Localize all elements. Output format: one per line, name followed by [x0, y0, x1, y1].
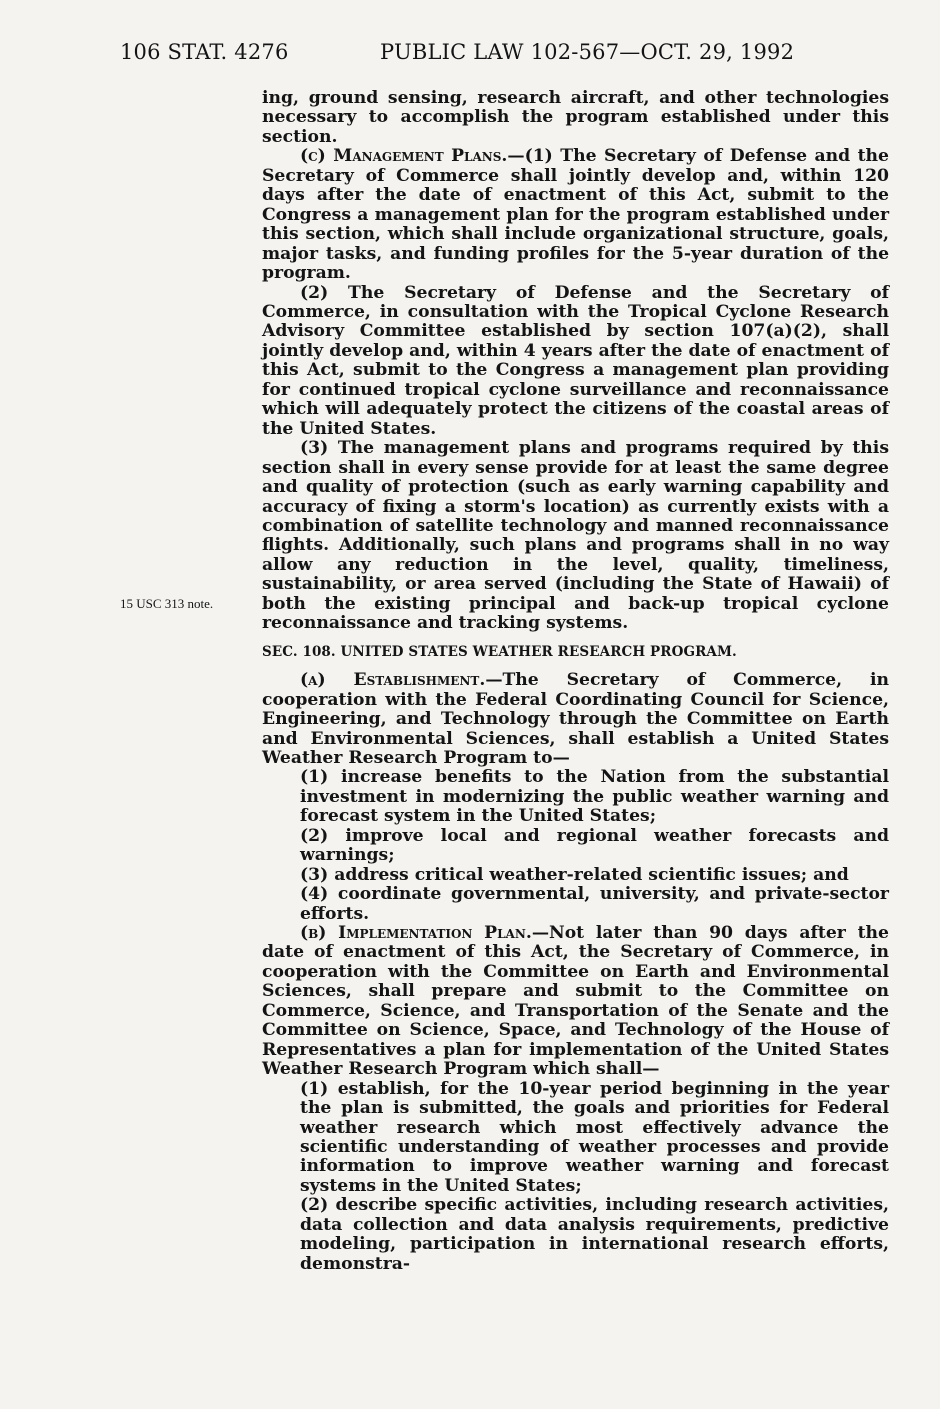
list-item-a1: (1) increase benefits to the Nation from the substantial investment in modernizing the public weather warning and forecast system in the United States; [300, 767, 889, 827]
section-108-heading: SEC. 108. UNITED STATES WEATHER RESEARCH PROGRAM. [262, 643, 737, 660]
law-title: PUBLIC LAW 102-567—OCT. 29, 1992 [380, 40, 795, 64]
paragraph-a-text: —The Secretary of Commerce, in cooperation with the Federal Coordinating Council for Science, Engineering, and Technology through the Committee on Earth and Environmental Sciences, shall establish a United States Weather Research Program to— [262, 670, 889, 768]
list-item-a4: (4) coordinate governmental, university, and private-sector efforts. [300, 884, 889, 924]
page-header [0, 40, 940, 70]
subsection-heading-c: (c) Management Plans. [300, 146, 508, 167]
list-item-b1: (1) establish, for the 10-year period beginning in the year the plan is submitted, the goals and priorities for Federal weather research which most effectively advance the scientific understanding of weather processes and provide information to improve weather warning and forecast systems in the United States; [300, 1078, 889, 1196]
paragraph-a [262, 671, 889, 768]
paragraph-b [262, 924, 889, 1080]
subsection-heading-b: (b) Implementation Plan. [300, 923, 532, 944]
list-item-a2: (2) improve local and regional weather forecasts and warnings; [300, 825, 889, 866]
margin-note: 15 USC 313 note. [120, 596, 214, 611]
paragraph-continuation: ing, ground sensing, research aircraft, and other technologies necessary to accomplish the program established under this section. [262, 88, 889, 147]
stat-page-number: 106 STAT. 4276 [120, 40, 289, 64]
paragraph-c2: (2) The Secretary of Defense and the Secretary of Commerce, in consultation with the Tropical Cyclone Research Advisory Committee established by section 107(a)(2), shall jointly develop and, within 4 years after the date of enactment of this Act, submit to the Congress a management plan providing for continued tropical cyclone surveillance and reconnaissance which will adequately protect the citizens of the coastal areas of the United States. [262, 282, 889, 439]
subsection-heading-a: (a) Establishment. [300, 670, 486, 691]
document-body [262, 89, 889, 1274]
paragraph-c1-text: —(1) The Secretary of Defense and the Secretary of Commerce shall jointly develop and, within 120 days after the date of enactment of this Act, submit to the Congress a management plan for the program established under this section, which shall include organizational structure, goals, major tasks, and funding profiles for the 5-year duration of the program. [262, 146, 889, 284]
list-item-b2: (2) describe specific activities, including research activities, data collection and data analysis requirements, predictive modeling, participation in international research efforts, demonstra- [300, 1195, 889, 1274]
paragraph-b-text: —Not later than 90 days after the date of enactment of this Act, the Secretary of Commerce, in cooperation with the Committee on Earth and Environmental Sciences, shall prepare and submit to the Committee on Commerce, Science, and Transportation of the Senate and the Committee on Science, Space, and Technology of the House of Representatives a plan for implementation of the United States Weather Research Program which shall— [262, 923, 889, 1080]
paragraph-c1 [262, 147, 889, 283]
list-item-a3: (3) address critical weather-related scientific issues; and [300, 864, 849, 885]
paragraph-c3: (3) The management plans and programs required by this section shall in every sense provide for at least the same degree and quality of protection (such as early warning capability and accuracy of fixing a storm's location) as currently exists with a combination of satellite technology and manned reconnaissance flights. Additionally, such plans and programs shall in no way allow any reduction in the level, quality, timeliness, sustainability, or area served (including the State of Hawaii) of both the existing principal and back-up tropical cyclone reconnaissance and tracking systems. [262, 438, 889, 634]
